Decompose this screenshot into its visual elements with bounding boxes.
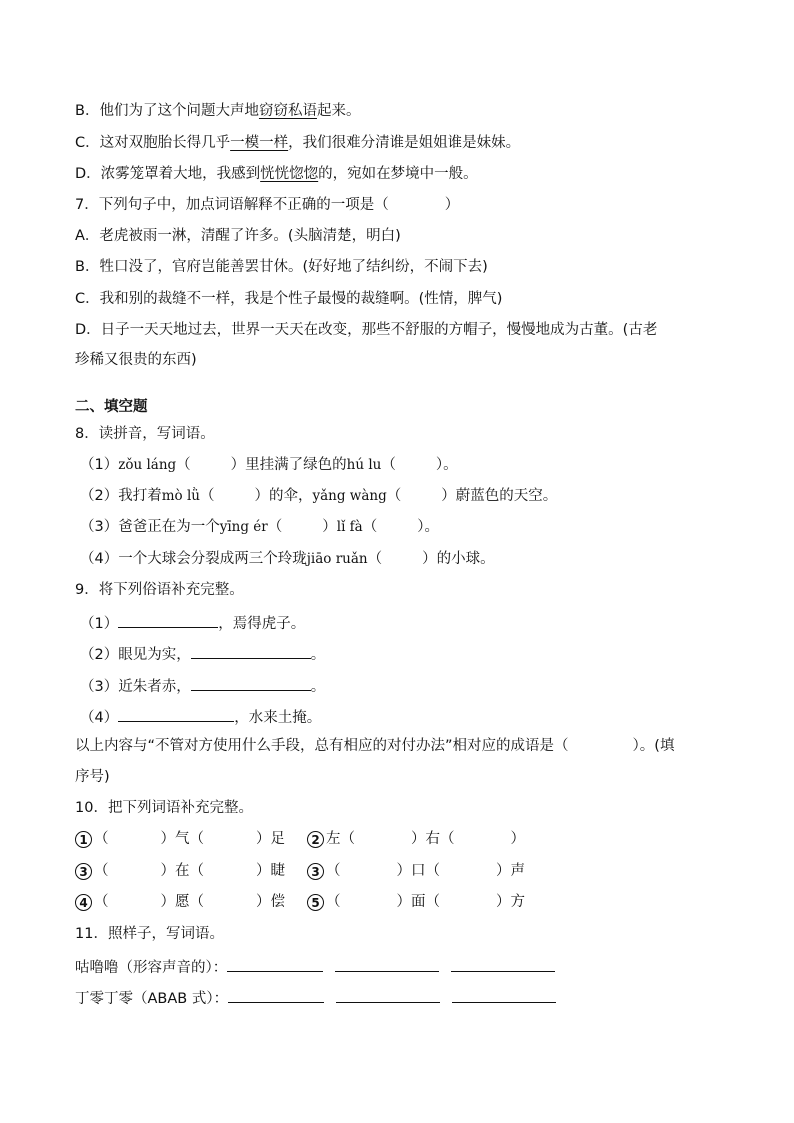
q9-line-4: （4） ，水来土掩。 <box>80 705 321 728</box>
answer-blank <box>228 986 324 1003</box>
q9-line-3: （3）近朱者赤， 。 <box>80 674 325 697</box>
circled-number: 4 <box>75 894 92 911</box>
q8-line-3: （3）爸爸正在为一个yīng ér（ ）lǐ fà（ ）。 <box>80 519 439 535</box>
underlined-word: 窃窃私语 <box>258 103 317 119</box>
q7-option-d-line2: 珍稀又很贵的东西) <box>75 352 197 368</box>
q10-stem: 10．把下列词语补充完整。 <box>75 800 253 816</box>
answer-blank <box>191 674 311 691</box>
circled-number: 5 <box>307 894 324 911</box>
q9-stem: 9．将下列俗语补充完整。 <box>75 582 244 598</box>
q11-stem: 11．照样子，写词语。 <box>75 926 224 942</box>
q10-row-3: 4 （ ）愿（ ）偿 5 （ ）面（ ）方 <box>75 892 525 912</box>
answer-blank <box>191 642 311 659</box>
answer-blank <box>118 705 234 722</box>
answer-blank <box>227 955 323 972</box>
circled-number: 2 <box>307 831 324 848</box>
q6-option-d: D．浓雾笼罩着大地，我感到恍恍惚惚的，宛如在梦境中一般。 <box>75 166 478 182</box>
q6-option-b: B．他们为了这个问题大声地窃窃私语起来。 <box>75 103 361 119</box>
underlined-word: 恍恍惚惚 <box>260 166 319 182</box>
q6-option-c: C．这对双胞胎长得几乎一模一样，我们很难分清谁是姐姐谁是妹妹。 <box>75 135 521 151</box>
q9-question: 以上内容与“不管对方使用什么手段，总有相应的对付办法”相对应的成语是（ ）。(填 <box>75 738 675 754</box>
q9-line-2: （2）眼见为实， 。 <box>80 642 325 665</box>
q9-line-1: （1） ，焉得虎子。 <box>80 611 305 634</box>
underlined-word: 一模一样 <box>230 135 289 151</box>
q8-line-4: （4）一个大球会分裂成两三个玲珑jiāo ruǎn（ ）的小球。 <box>80 551 495 567</box>
q8-line-2: （2）我打着mò lǜ（ ）的伞，yǎng wàng（ ）蔚蓝色的天空。 <box>80 488 558 504</box>
answer-blank <box>118 611 218 628</box>
answer-blank <box>451 955 555 972</box>
q11-line-2: 丁零丁零（ABAB 式）： <box>75 986 556 1009</box>
q8-line-1: （1）zǒu láng（ ）里挂满了绿色的hú lu（ ）。 <box>80 457 458 473</box>
circled-number: 3 <box>75 863 92 880</box>
q7-option-b: B．牲口没了，官府岂能善罢甘休。(好好地了结纠纷，不闹下去) <box>75 259 488 275</box>
q9-question-cont: 序号) <box>75 769 110 785</box>
q11-line-1: 咕噜噜（形容声音的）： <box>75 955 555 978</box>
answer-blank <box>452 986 556 1003</box>
q7-option-c: C．我和别的裁缝不一样，我是个性子最慢的裁缝啊。(性情，脾气) <box>75 291 503 307</box>
section-heading: 二、填空题 <box>75 399 148 415</box>
q7-option-d-line1: D．日子一天天地过去，世界一天天在改变，那些不舒服的方帽子，慢慢地成为古董。(古老 <box>75 322 658 338</box>
circled-number: 3 <box>307 863 324 880</box>
q8-stem: 8．读拼音，写词语。 <box>75 426 215 442</box>
answer-blank <box>335 955 439 972</box>
q10-row-2: 3 （ ）在（ ）睫 3 （ ）口（ ）声 <box>75 861 525 881</box>
circled-number: 1 <box>75 831 92 848</box>
q10-row-1: 1 （ ）气（ ）足 2 左（ ）右（ ） <box>75 829 525 849</box>
q7-option-a: A．老虎被雨一淋，清醒了许多。(头脑清楚，明白) <box>75 228 401 244</box>
q7-stem: 7．下列句子中，加点词语解释不正确的一项是（ ） <box>75 197 460 213</box>
answer-blank <box>336 986 440 1003</box>
